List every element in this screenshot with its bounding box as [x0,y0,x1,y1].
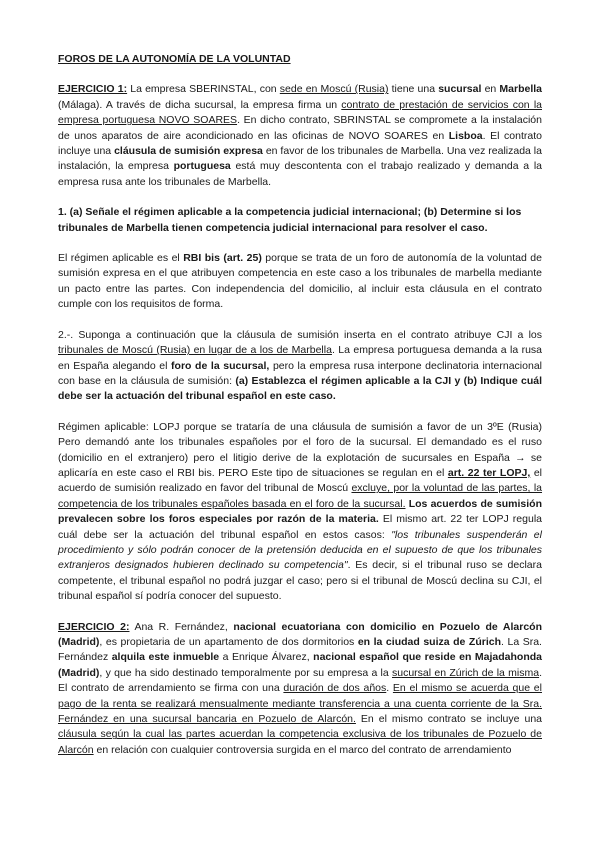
text: . Es decir, si el tribunal ruso se declara competente, el tribunal español no podrá juzgar el caso; pero si el tribunal de Moscú declina su CJI, el tribunal español sí podría conocer del supuesto. [58,559,542,603]
question-1 [58,205,542,236]
text: , y que ha sido destinado temporalmente por su empresa a la [99,666,392,679]
bold-text: Marbella [499,83,543,96]
text: (Málaga). A través de dicha sucursal, la empresa firma un [58,98,342,111]
bold-text: cláusula de sumisión expresa [114,145,263,158]
underlined-text: En el mismo se acuerda que el pago de la renta se realizará mensualmente mediante transferencia a una cuenta corriente de la Sra. Fernández en una sucursal bancaria en Pozuelo de Alarcón. [58,682,542,726]
question-2 [58,328,542,405]
document-page [58,52,542,758]
text: porque se trata de un foro de autonomía de la voluntad de sumisión expresa en el que atribuyen competencia en este caso a los tribunales de marbella mediante un pacto entre las partes. Con independencia del domicilio, al incluir esta cláusula en el contrato cumple con los requisitos de forma. [58,252,542,311]
text: en favor de los tribunales de Marbella. Una vez realizada la instalación, la empresa [58,145,542,173]
text: . El contrato de arrendamiento se firma con una [58,666,542,695]
exercise-1-label: EJERCICIO 1: [58,83,128,96]
bold-text: sucursal [438,83,482,96]
text: Régimen aplicable: LOPJ porque se trataría de una cláusula de sumisión a favor de un 3ºE (Rusia) Pero demandó ante los tribunales españoles por el foro de la sucursal. El demandado es el ruso (domicilio en el extranjero) pero el litigio derive de la explotación de sucursales en España → se aplicaría en este caso el RBI bis. PERO Este tipo de situaciones se regulan en el [58,420,542,479]
document-title: FOROS DE LA AUTONOMÍA DE LA VOLUNTAD [58,53,291,65]
bold-text: RBI bis (art. 25) [183,252,262,265]
text: está muy descontenta con el trabajo realizado y demanda a la empresa rusa ante los tribunales de Marbella. [58,160,542,188]
underlined-text: cláusula según la cual las partes acuerdan la competencia exclusiva de los tribunales de Pozuelo de Alarcón [58,728,542,756]
text: , es propietaria de un apartamento de dos dormitorios [99,636,358,648]
underlined-text: sede en Moscú (Rusia) [279,83,389,96]
text: . En dicho contrato, SBRINSTAL se compromete a la instalación de unos aparatos de aire acondicionado en las oficinas de NOVO SOARES en [58,114,542,142]
underlined-text: sucursal en Zúrich de la misma [392,666,540,679]
bold-text: portuguesa [173,160,231,173]
text: . La empresa portuguesa demanda a la rusa en España alegando el [58,344,543,372]
bold-text: foro de la sucursal, [171,359,270,372]
text: Ana R. Fernández, [129,620,234,633]
bold-text: Los acuerdos de sumisión prevalecen sobre los foros especiales por razón de la materia. [58,497,542,526]
text: En el mismo contrato se incluye una [355,713,542,726]
bold-text: (a) Establezca el régimen aplicable a la CJI y (b) Indique cuál debe ser la actuación del tribunal español en este caso. [58,374,542,403]
answer-2 [58,420,542,605]
text: en relación con cualquier controversia surgida en el marco del contrato de arrendamiento [93,743,512,756]
exercise-1-statement [58,82,542,190]
bold-text: Lisboa [448,129,483,142]
text: . La Sra. Fernández [58,636,542,664]
text: El mismo art. 22 ter LOPJ regula cuál debe ser la actuación del tribunal español en estos casos: [58,513,542,541]
underlined-text: duración de dos años [283,682,387,695]
text: 2.-. Suponga a continuación que la cláusula de sumisión inserta en el contrato atribuye CJI a los [58,328,542,341]
bold-text: alquila este inmueble [111,651,220,664]
exercise-2-statement [58,620,542,759]
exercise-2-label: EJERCICIO 2: [58,620,130,633]
answer-1 [58,251,542,313]
text: pero la empresa rusa interpone declinatoria internacional con base en la cláusula de sumisión: [58,359,542,387]
text: tiene una [388,83,439,96]
underlined-text: excluye, por la voluntad de las partes, la competencia de los tribunales españoles basada en el foro de la sucursal. [58,482,543,510]
bold-text: nacional español que reside en Majadahonda (Madrid) [58,651,542,679]
question-1-text: 1. (a) Señale el régimen aplicable a la competencia judicial internacional; (b) Determine si los tribunales de Marbella tienen competencia judicial internacional para resolver el caso. [58,206,522,234]
text: . El contrato incluye una [58,129,543,158]
underlined-text: contrato de prestación de servicios con la empresa portuguesa NOVO SOARES [58,98,542,127]
text: el acuerdo de sumisión realizado en favor del tribunal de Moscú [58,466,542,495]
text: . [386,682,393,695]
italic-quote: "los tribunales suspenderán el procedimiento y sólo podrán conocer de la pretensión deducida en el supuesto de que los tribunales extranjeros designados hubieren declinado su competencia" [58,528,542,572]
underlined-text: tribunales de Moscú (Rusia) en lugar de a los de Marbella [58,344,332,357]
text: El régimen aplicable es el [58,252,184,265]
bold-text: en la ciudad suiza de Zúrich [357,636,502,648]
text: a Enrique Álvarez, [219,651,314,664]
bold-underlined-text: art. 22 ter LOPJ, [447,466,531,479]
text: en [481,83,500,96]
bold-text: nacional ecuatoriana con domicilio en Pozuelo de Alarcón (Madrid) [58,620,542,648]
text: La empresa SBERINSTAL, con [127,83,280,96]
